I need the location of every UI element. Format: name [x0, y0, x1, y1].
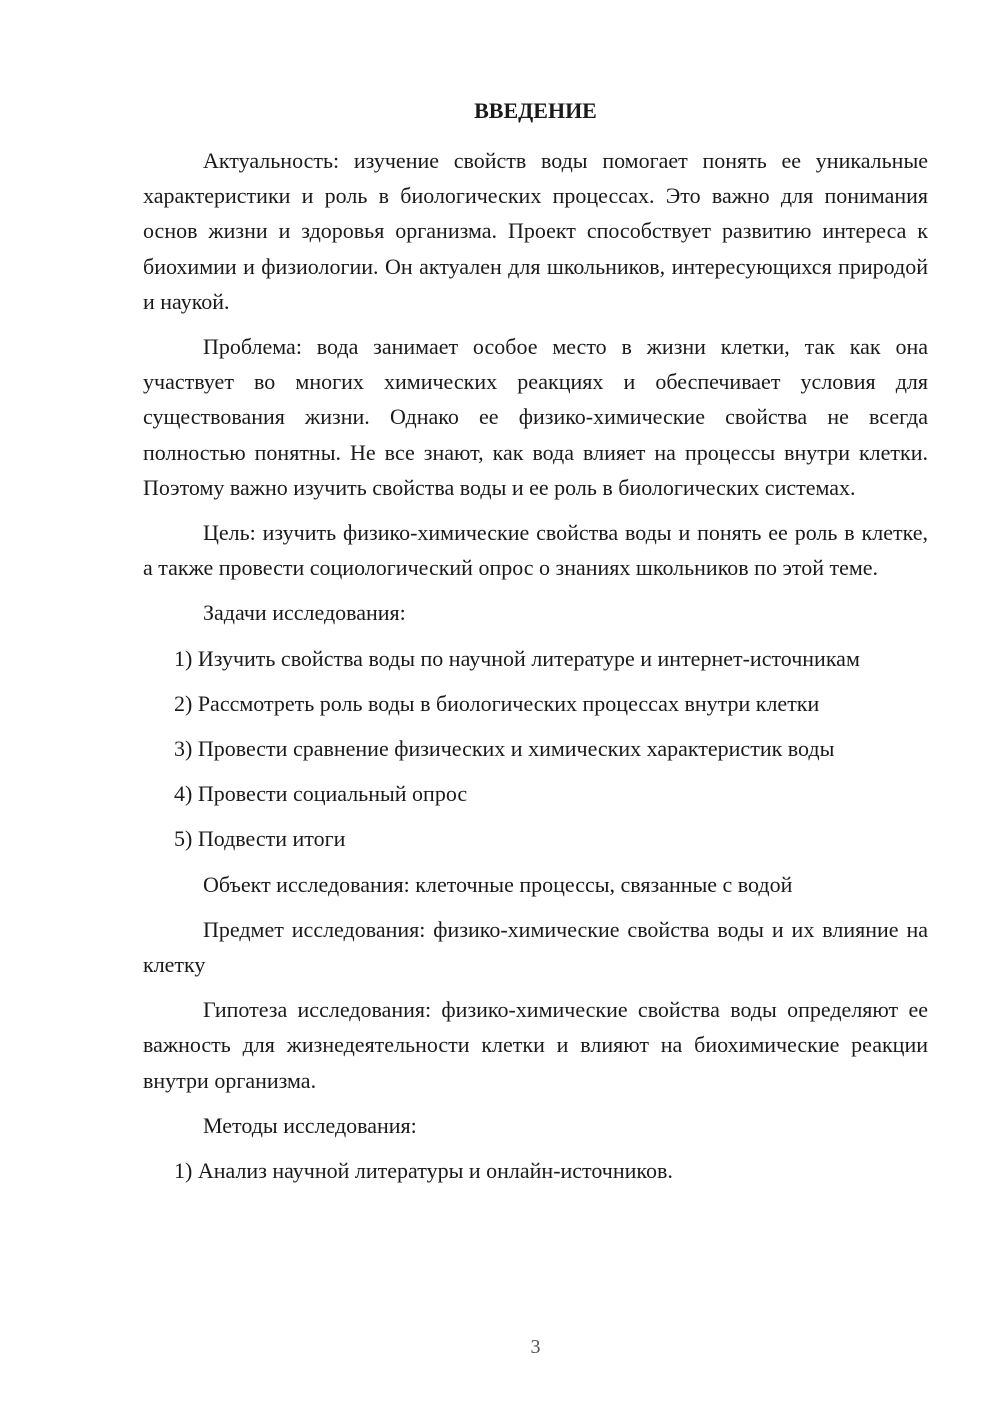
- section-heading: ВВЕДЕНИЕ: [474, 98, 597, 123]
- hypothesis-paragraph: Гипотеза исследования: физико-химические свойства воды определяют ее важность для жизнедеятельности клетки и влияют на биохимические реакции внутри организма.: [143, 997, 928, 1093]
- task-item-4: 4) Провести социальный опрос: [174, 781, 468, 807]
- task-item-3: 3) Провести сравнение физических и химических характеристик воды: [174, 736, 835, 762]
- methods-title: Методы исследования:: [203, 1112, 417, 1138]
- tasks-title: Задачи исследования:: [203, 600, 406, 626]
- document-page: [143, 0, 928, 1414]
- page-number: 3: [530, 1336, 541, 1358]
- object-paragraph: Объект исследования: клеточные процессы, связанные с водой: [203, 871, 793, 897]
- document-body: [143, 143, 928, 1198]
- task-item-5: 5) Подвести итоги: [174, 826, 346, 852]
- task-item-2: 2) Рассмотреть роль воды в биологических процессах внутри клетки: [174, 690, 820, 716]
- subject-paragraph: Предмет исследования: физико-химические свойства воды и их влияние на клетку: [143, 916, 928, 978]
- relevance-paragraph: Актуальность: изучение свойств воды помогает понять ее уникальные характеристики и роль в биологических процессах. Это важно для понимания основ жизни и здоровья организма. Проект способствует развитию интереса к биохимии и физиологии. Он актуален для школьников, интересующихся природой и наукой.: [143, 148, 928, 314]
- goal-paragraph: Цель: изучить физико-химические свойства воды и понять ее роль в клетке, а также провести социологический опрос о знаниях школьников по этой теме.: [143, 520, 928, 581]
- method-item-1: 1) Анализ научной литературы и онлайн-источников.: [174, 1158, 673, 1184]
- problem-paragraph: Проблема: вода занимает особое место в жизни клетки, так как она участвует во многих химических реакциях и обеспечивает условия для существования жизни. Однако ее физико-химические свойства не всегда полностью понятны. Не все знают, как вода влияет на процессы внутри клетки. Поэтому важно изучить свойства воды и ее роль в биологических системах.: [143, 334, 928, 500]
- task-item-1: 1) Изучить свойства воды по научной литературе и интернет-источникам: [174, 645, 860, 671]
